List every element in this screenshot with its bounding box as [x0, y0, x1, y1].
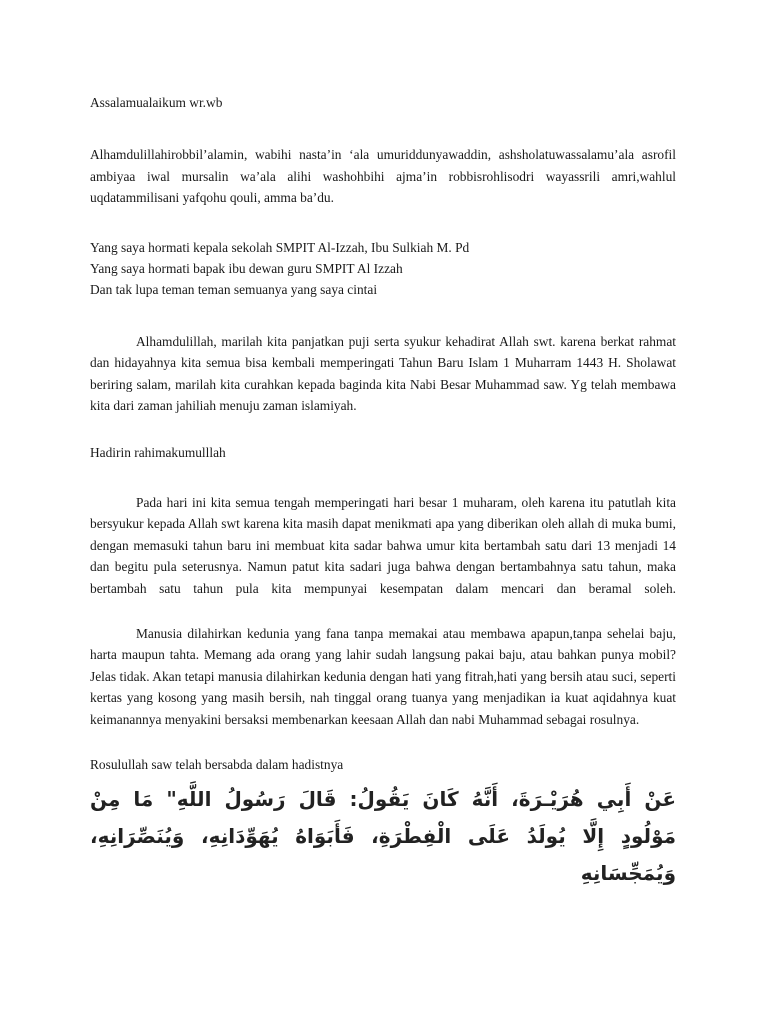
opening-prayer: Alhamdulillahirobbil’alamin, wabihi nasta’in ‘ala umuriddunyawaddin, ashsholatuwassalamu’ala asrofil ambiyaa iwal mursalin wa’ala alihi washohbihi ajma’in robbisrohlisodri wayassrili amri,wahlul uqdatammilisani yafqohu qouli, amma ba’du.	[90, 147, 676, 206]
salutation-line-teachers: Yang saya hormati bapak ibu dewan guru SMPIT Al Izzah	[90, 261, 403, 277]
greeting-open: Assalamualaikum wr.wb	[90, 95, 223, 110]
paragraph-intro: Alhamdulillah, marilah kita panjatkan puji serta syukur kehadirat Allah swt. karena berkat rahmat dan hidayahnya kita semua bisa kembali memperingati Tahun Baru Islam 1 Muharram 1443 H. Sholawat beriring salam, marilah kita curahkan kepada baginda kita Nabi Besar Muhammad saw. Yg telah membawa kita dari zaman jahiliah menuju zaman islamiyah.	[90, 333, 676, 414]
paragraph-fitrah: Manusia dilahirkan kedunia yang fana tanpa memakai atau membawa apapun,tanpa sehelai baju, harta maupun tahta. Memang ada orang yang lahir sudah langsung pakai baju, atau bahkan punya mobil? Jelas tidak. Akan tetapi manusia dilahirkan kedunia dengan hati yang fitrah,hati yang bersih atau suci, seperti kertas yang kosong yang masih bersih, nah tinggal orang tuanya yang menjadikan ia kuat aqidahnya kuat keimanannya menyakini bersaksi membenarkan keesaan Allah dan nabi Muhammad sebagai rosulnya.	[90, 625, 676, 727]
salutation-line-friends: Dan tak lupa teman teman semuanya yang saya cintai	[90, 282, 378, 298]
address-audience: Hadirin rahimakumulllah	[90, 445, 226, 461]
salutations-block	[90, 237, 676, 301]
document-page	[90, 92, 676, 892]
hadith-intro: Rosulullah saw telah bersabda dalam hadistnya	[90, 756, 344, 772]
paragraph-new-year: Pada hari ini kita semua tengah memperingati hari besar 1 muharam, oleh karena itu patutlah kita bersyukur kepada Allah swt karena kita masih dapat menikmati apa yang diberikan oleh allah di muka bumi, dengan memasuki tahun baru ini membuat kita sadar bahwa umur kita bertambah satu dari 13 menjadi 14 dan begitu pula seterusnya. Namun patut kita sadari juga bahwa dengan bertambahnya satu tahun, maka bertambah satu tahun pula kita mempunyai kesempatan dalam mencari dan beramal soleh.	[90, 494, 676, 596]
hadith-arabic-text: عَنْ أَبِي هُرَيْـرَةَ، أَنَّهُ كَانَ يَقُولُ: قَالَ رَسُولُ اللَّهِ" مَا مِنْ مَوْلُودٍ إِلَّا يُولَدُ عَلَى الْفِطْرَةِ، فَأَبَوَاهُ يُهَوِّدَانِهِ، وَيُنَصِّرَانِهِ، وَيُمَجِّسَانِهِ	[90, 787, 676, 886]
salutation-line-principal: Yang saya hormati kepala sekolah SMPIT Al-Izzah, Ibu Sulkiah M. Pd	[90, 239, 470, 255]
